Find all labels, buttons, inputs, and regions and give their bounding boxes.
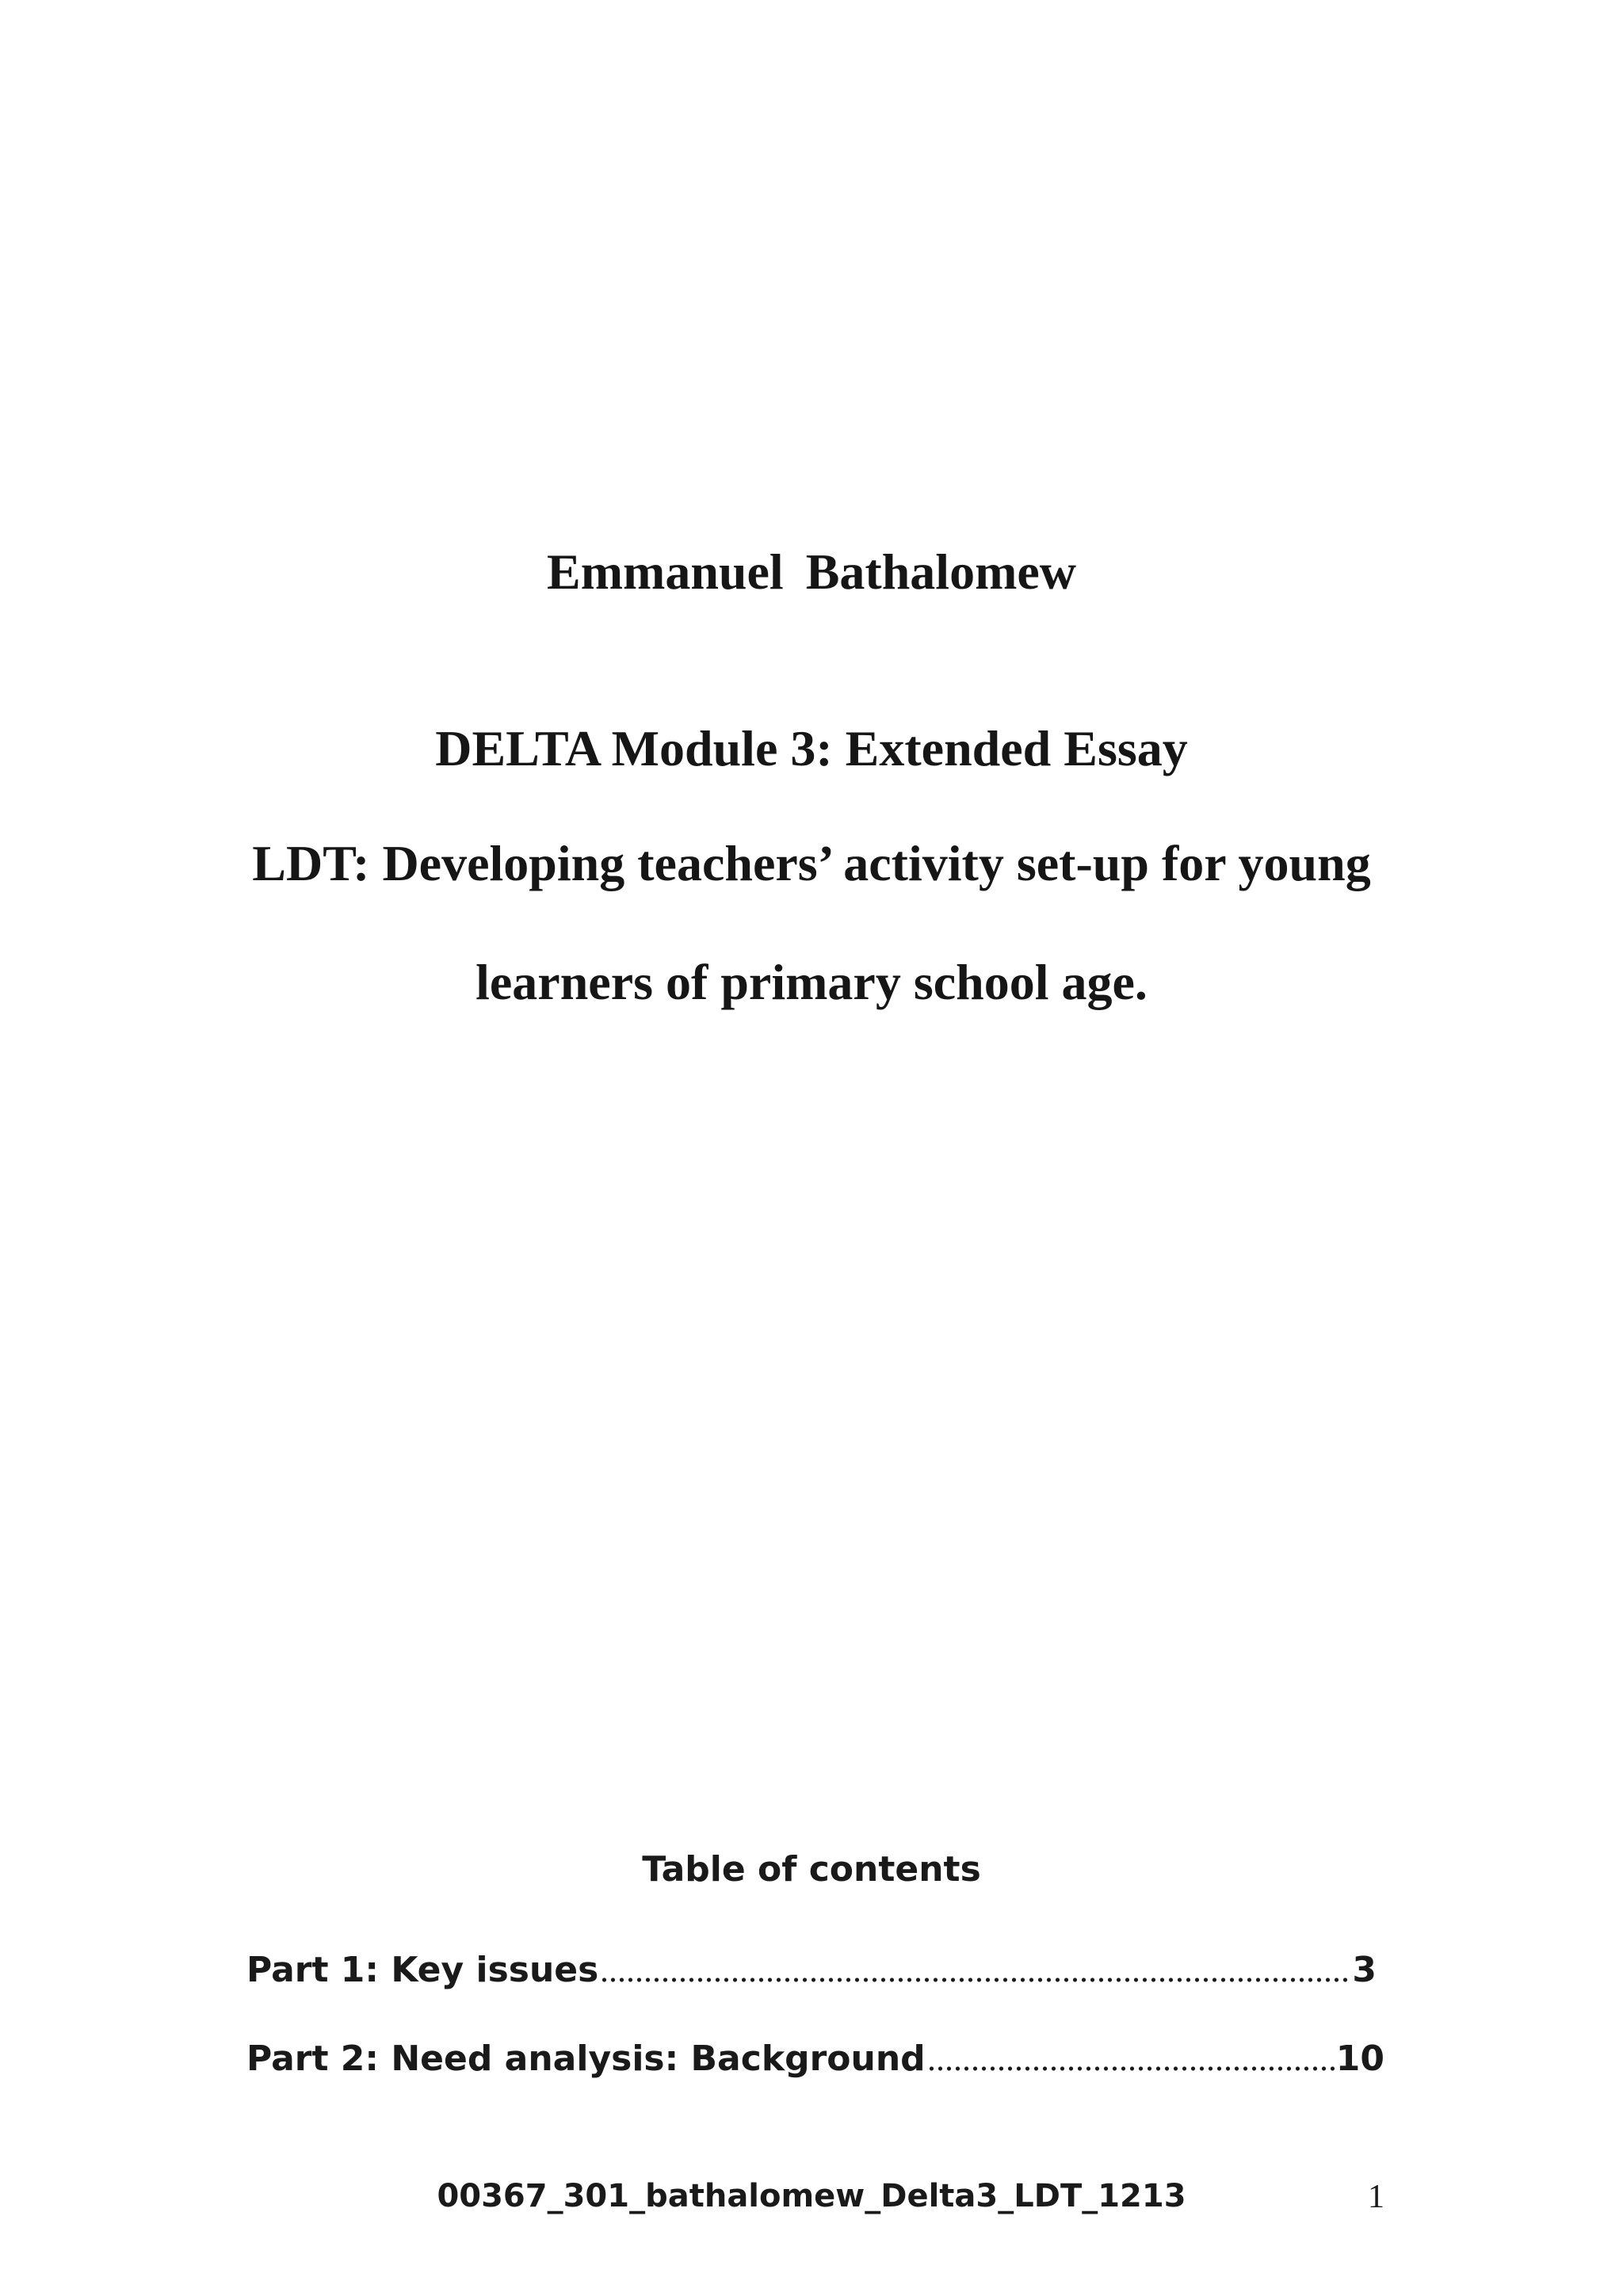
author-name: Emmanuel Bathalomew: [547, 543, 1076, 600]
toc-entry[interactable]: [246, 2039, 1384, 2079]
toc-entry-label: Part 1: Key issues: [246, 1950, 599, 1990]
toc-entry-page: 3: [1352, 1950, 1377, 1990]
toc-entry-label: Part 2: Need analysis: Background: [246, 2039, 926, 2079]
essay-subtitle-line-2: learners of primary school age.: [475, 954, 1148, 1010]
toc-entry-page: 10: [1335, 2039, 1384, 2079]
toc-dot-leader: [600, 1977, 1350, 1983]
toc-heading: Table of contents: [642, 1849, 981, 1890]
essay-title: DELTA Module 3: Extended Essay: [435, 720, 1188, 776]
footer-document-id: 00367_301_bathalomew_Delta3_LDT_1213: [437, 2178, 1186, 2214]
page-number: 1: [1368, 2179, 1384, 2215]
toc-entry[interactable]: [246, 1950, 1377, 1990]
essay-subtitle-line-1: LDT: Developing teachers’ activity set-up for young: [252, 835, 1371, 891]
toc-dot-leader: [927, 2065, 1335, 2072]
